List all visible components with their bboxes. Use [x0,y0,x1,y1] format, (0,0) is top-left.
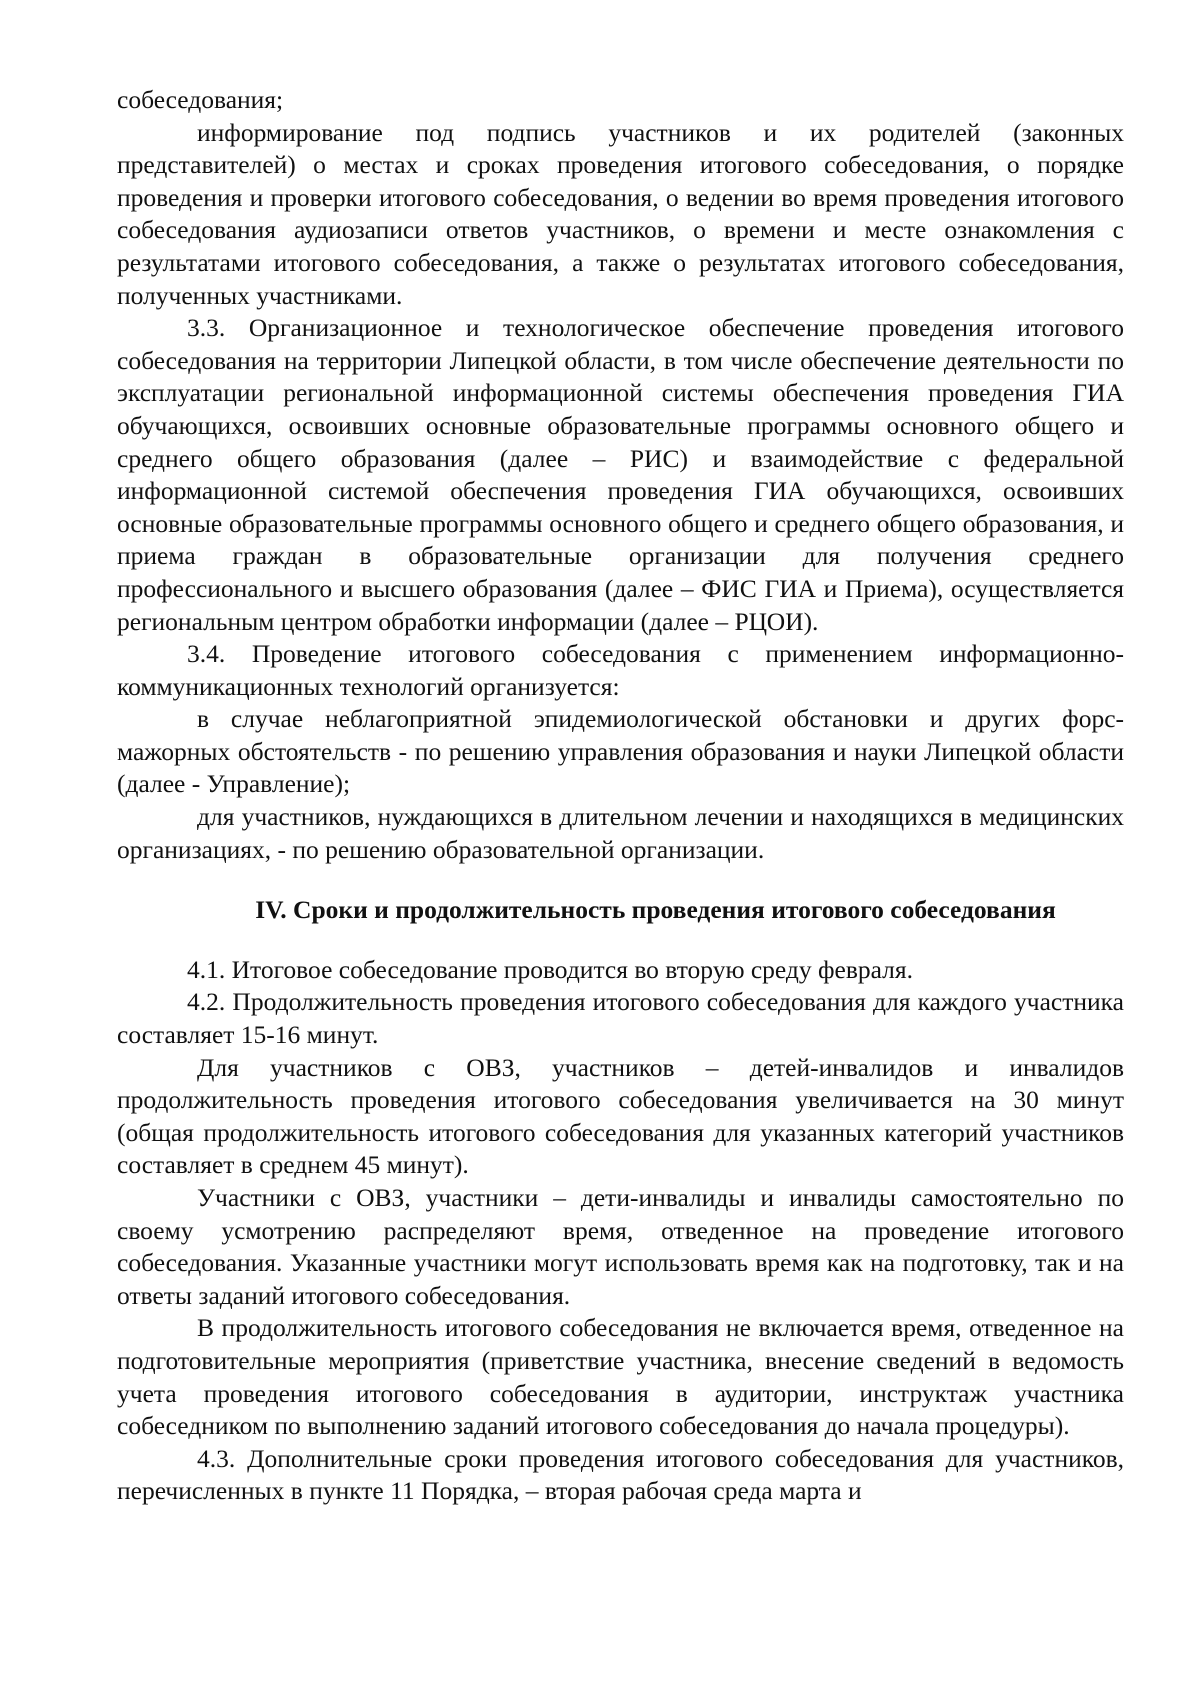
paragraph-4-2: 4.2. Продолжительность проведения итогового собеседования для каждого участника составляет 15-16 минут. [117,987,1124,1050]
paragraph-excluded-time: В продолжительность итогового собеседования не включается время, отведенное на подготовительные мероприятия (приветствие участника, внесение сведений в ведомость учета проведения итогового собеседования в аудитории, инструктаж участника собеседником по выполнению заданий итогового собеседования до начала процедуры). [117,1313,1124,1441]
paragraph-force-majeure: в случае неблагоприятной эпидемиологической обстановки и других форс-мажорных обстоятельств - по решению управления образования и науки Липецкой области (далее - Управление); [117,704,1124,799]
paragraph-medical: для участников, нуждающихся в длительном лечении и находящихся в медицинских организациях, - по решению образовательной организации. [117,802,1124,864]
paragraph-ovz-distribution: Участники с ОВЗ, участники – дети-инвалиды и инвалиды самостоятельно по своему усмотрению распределяют время, отведенное на проведение итогового собеседования. Указанные участники могут использовать время как на подготовку, так и на ответы заданий итогового собеседования. [117,1183,1124,1310]
paragraph-ovz-duration: Для участников с ОВЗ, участников – детей-инвалидов и инвалидов продолжительность проведения итогового собеседования увеличивается на 30 минут (общая продолжительность итогового собеседования для указанных категорий участников составляет в среднем 45 минут). [117,1052,1124,1180]
paragraph-continuation: собеседования; [117,85,284,114]
paragraph-4-3: 4.3. Дополнительные сроки проведения итогового собеседования для участников, перечисленных в пункте 11 Порядка, – вторая рабочая среда марта и [117,1443,1124,1506]
paragraph-4-1: 4.1. Итоговое собеседование проводится во вторую среду февраля. [187,954,914,984]
section-heading: IV. Сроки и продолжительность проведения итогового собеседования [255,895,1056,925]
paragraph-3-4: 3.4. Проведение итогового собеседования с применением информационно-коммуникационных технологий организуется: [117,639,1124,701]
paragraph-informing: информирование под подпись участников и их родителей (законных представителей) о местах и сроках проведения итогового собеседования, о порядке проведения и проверки итогового собеседования, о ведении во время проведения итогового собеседования аудиозаписи ответов участников, о времени и месте ознакомления с результатами итогового собеседования, а также о результатах итогового собеседования, полученных участниками. [117,117,1124,310]
paragraph-3-3: 3.3. Организационное и технологическое обеспечение проведения итогового собеседования на территории Липецкой области, в том числе обеспечение деятельности по эксплуатации региональной информационной системы обеспечения проведения ГИА обучающихся, освоивших основные образовательные программы основного общего и среднего общего образования (далее – РИС) и взаимодействие с федеральной информационной системой обеспечения проведения ГИА обучающихся, освоивших основные образовательные программы основного общего и среднего общего образования, и приема граждан в образовательные организации для получения среднего профессионального и высшего образования (далее – ФИС ГИА и Приема), осуществляется региональным центром обработки информации (далее – РЦОИ). [117,313,1124,636]
